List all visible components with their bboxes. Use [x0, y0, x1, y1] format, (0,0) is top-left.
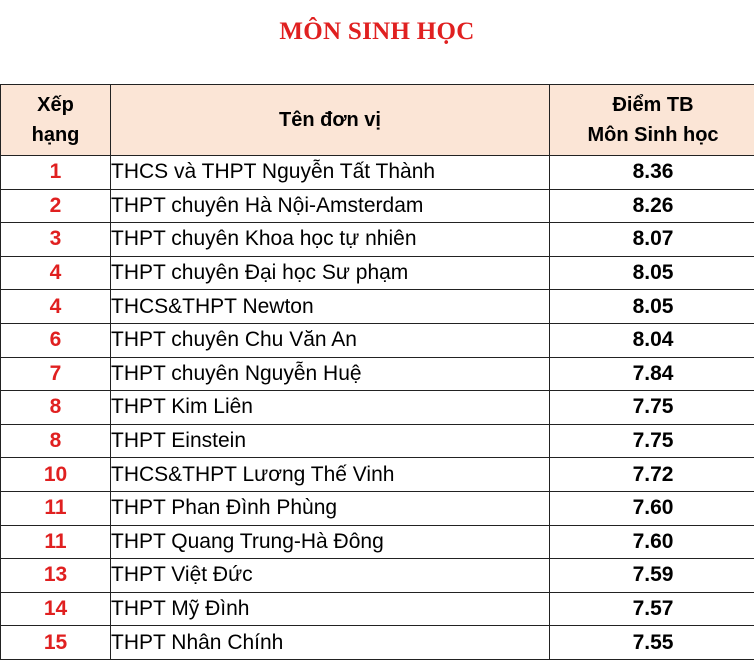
- header-rank-line1: Xếp: [1, 90, 110, 120]
- ranking-table: [0, 84, 754, 660]
- rank-cell: 13: [1, 559, 111, 593]
- table-row: [1, 256, 754, 290]
- rank-cell: 14: [1, 592, 111, 626]
- school-name-cell: THPT Einstein: [111, 424, 550, 458]
- score-cell: 7.60: [550, 491, 754, 525]
- header-score: [550, 85, 754, 156]
- school-name-cell: THPT Nhân Chính: [111, 626, 550, 660]
- rank-cell: 2: [1, 189, 111, 223]
- table-row: [1, 626, 754, 660]
- rank-cell: 4: [1, 290, 111, 324]
- rank-cell: 6: [1, 323, 111, 357]
- school-name-cell: THPT Quang Trung-Hà Đông: [111, 525, 550, 559]
- page-title: MÔN SINH HỌC: [0, 18, 754, 46]
- school-name-cell: THPT Việt Đức: [111, 559, 550, 593]
- rank-cell: 8: [1, 391, 111, 425]
- score-cell: 8.07: [550, 223, 754, 257]
- school-name-cell: THPT chuyên Đại học Sư phạm: [111, 256, 550, 290]
- header-rank: [1, 85, 111, 156]
- table-row: [1, 458, 754, 492]
- school-name-cell: THCS&THPT Lương Thế Vinh: [111, 458, 550, 492]
- table-body: [1, 156, 754, 660]
- table-row: [1, 189, 754, 223]
- header-name: [111, 85, 550, 156]
- score-cell: 8.04: [550, 323, 754, 357]
- score-cell: 7.72: [550, 458, 754, 492]
- school-name-cell: THCS&THPT Newton: [111, 290, 550, 324]
- rank-cell: 15: [1, 626, 111, 660]
- table-row: [1, 391, 754, 425]
- table-header-row: [1, 85, 754, 156]
- rank-cell: 7: [1, 357, 111, 391]
- table-row: [1, 223, 754, 257]
- table-row: [1, 357, 754, 391]
- score-cell: 7.75: [550, 424, 754, 458]
- rank-cell: 11: [1, 491, 111, 525]
- school-name-cell: THCS và THPT Nguyễn Tất Thành: [111, 156, 550, 190]
- score-cell: 7.60: [550, 525, 754, 559]
- table-row: [1, 491, 754, 525]
- header-name-label: Tên đơn vị: [111, 105, 549, 135]
- rank-cell: 10: [1, 458, 111, 492]
- header-score-line2: Môn Sinh học: [550, 120, 754, 150]
- school-name-cell: THPT Kim Liên: [111, 391, 550, 425]
- score-cell: 7.59: [550, 559, 754, 593]
- table-row: [1, 323, 754, 357]
- table-row: [1, 592, 754, 626]
- rank-cell: 4: [1, 256, 111, 290]
- score-cell: 8.26: [550, 189, 754, 223]
- rank-cell: 11: [1, 525, 111, 559]
- score-cell: 7.57: [550, 592, 754, 626]
- score-cell: 8.05: [550, 256, 754, 290]
- score-cell: 7.55: [550, 626, 754, 660]
- school-name-cell: THPT Phan Đình Phùng: [111, 491, 550, 525]
- rank-cell: 8: [1, 424, 111, 458]
- school-name-cell: THPT chuyên Chu Văn An: [111, 323, 550, 357]
- header-rank-line2: hạng: [1, 120, 110, 150]
- school-name-cell: THPT chuyên Nguyễn Huệ: [111, 357, 550, 391]
- score-cell: 8.05: [550, 290, 754, 324]
- rank-cell: 1: [1, 156, 111, 190]
- table-row: [1, 156, 754, 190]
- header-score-line1: Điểm TB: [550, 90, 754, 120]
- score-cell: 7.84: [550, 357, 754, 391]
- rank-cell: 3: [1, 223, 111, 257]
- table-row: [1, 525, 754, 559]
- school-name-cell: THPT Mỹ Đình: [111, 592, 550, 626]
- table-row: [1, 424, 754, 458]
- score-cell: 7.75: [550, 391, 754, 425]
- table-row: [1, 559, 754, 593]
- table-row: [1, 290, 754, 324]
- school-name-cell: THPT chuyên Khoa học tự nhiên: [111, 223, 550, 257]
- school-name-cell: THPT chuyên Hà Nội-Amsterdam: [111, 189, 550, 223]
- score-cell: 8.36: [550, 156, 754, 190]
